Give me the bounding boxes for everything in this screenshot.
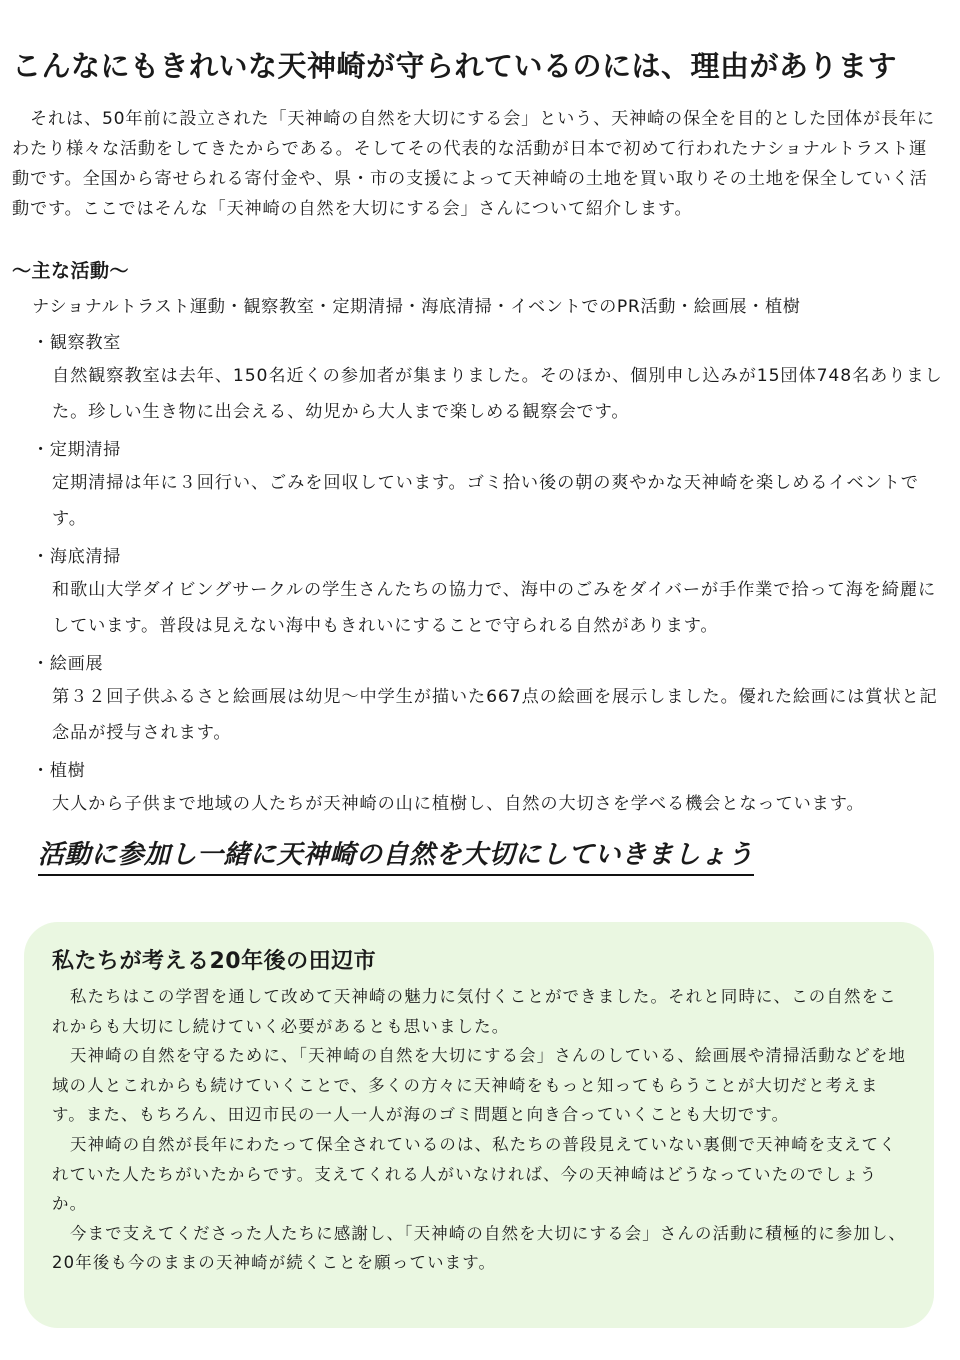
future-paragraph: 私たちはこの学習を通して改めて天神崎の魅力に気付くことができました。それと同時に、この自然をこれからも大切にし続けていく必要があるとも思いました。: [52, 987, 897, 1036]
activity-body-cleaning: 定期清掃は年に３回行い、ごみを回収しています。ゴミ拾い後の朝の爽やかな天神崎を楽しめるイベントです。: [52, 473, 919, 529]
activity-title-seabed-cleaning: ・海底清掃: [32, 547, 121, 567]
activity-body-seabed-cleaning: 和歌山大学ダイビングサークルの学生さんたちの協力で、海中のごみをダイバーが手作業で拾って海を綺麗にしています。普段は見えない海中もきれいにすることで守られる自然があります。: [52, 580, 937, 636]
activity-body-art-exhibition: 第３２回子供ふるさと絵画展は幼児～中学生が描いた667点の絵画を展示しました。優れた絵画には賞状と記念品が授与されます。: [52, 687, 938, 743]
activity-body-tree-planting: 大人から子供まで地域の人たちが天神崎の山に植樹し、自然の大切さを学べる機会となっています。: [52, 794, 865, 814]
future-paragraphs: [52, 982, 910, 1278]
page-title: こんなにもきれいな天神崎が守られているのには、理由があります: [12, 49, 898, 83]
intro-paragraph: それは、50年前に設立された「天神崎の自然を大切にする会」という、天神崎の保全を目的とした団体が長年にわたり様々な活動をしてきたからである。そしてその代表的な活動が日本で初めて行われたナショナルトラスト運動です。全国から寄せられる寄付金や、県・市の支援によって天神崎の土地を買い取りその土地を保全していく活動です。ここではそんな「天神崎の自然を大切にする会」さんについて紹介します。: [12, 109, 935, 219]
activity-body-observation: 自然観察教室は去年、150名近くの参加者が集まりました。そのほか、個別申し込みが15団体748名ありました。珍しい生き物に出会える、幼児から大人まで楽しめる観察会です。: [52, 366, 943, 422]
activities-heading: ～主な活動～: [12, 260, 130, 282]
future-paragraph: 天神崎の自然が長年にわたって保全されているのは、私たちの普段見えていない裏側で天神崎を支えてくれていた人たちがいたからです。支えてくれる人がいなければ、今の天神崎はどうなっていたのでしょうか。: [52, 1134, 897, 1214]
future-paragraph: 天神崎の自然を守るために、「天神崎の自然を大切にする会」さんのしている、絵画展や清掃活動などを地域の人とこれからも続けていくことで、多くの方々に天神崎をもっと知ってもらうことが大切だと考えます。また、もちろん、田辺市民の一人一人が海のゴミ問題と向き合っていくことも大切です。: [52, 1046, 907, 1125]
future-title: 私たちが考える20年後の田辺市: [52, 949, 377, 974]
slogan: 活動に参加し一緒に天神崎の自然を大切にしていきましょう: [38, 834, 754, 876]
future-paragraph: 今まで支えてくださった人たちに感謝し、「天神崎の自然を大切にする会」さんの活動に積極的に参加し、20年後も今のままの天神崎が続くことを願っています。: [52, 1223, 907, 1273]
activity-title-cleaning: ・定期清掃: [32, 440, 121, 460]
activity-title-art-exhibition: ・絵画展: [32, 654, 104, 674]
activity-title-observation: ・観察教室: [32, 333, 121, 353]
activities-summary: ナショナルトラスト運動・観察教室・定期清掃・海底清掃・イベントでのPR活動・絵画展・植樹: [32, 297, 801, 317]
activity-title-tree-planting: ・植樹: [32, 761, 86, 781]
future-section: [24, 922, 934, 1328]
